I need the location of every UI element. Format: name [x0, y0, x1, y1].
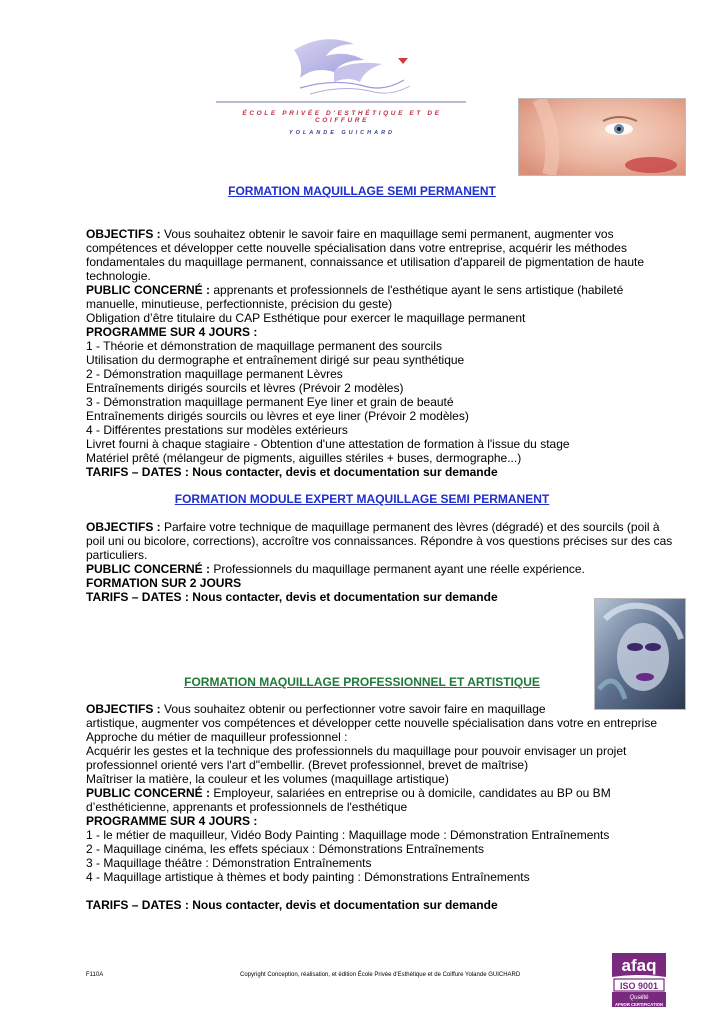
- public-label: PUBLIC CONCERNÉ :: [86, 786, 211, 800]
- objectives-text: Parfaire votre technique de maquillage permanent des lèvres (dégradé) et des sourcils (poil à poil uni ou bicolore, corrections), accroître vos connaissances. Répondre à vos questions précises sur des cas particuliers.: [86, 520, 673, 562]
- section1-title: FORMATION MAQUILLAGE SEMI PERMANENT: [228, 184, 496, 198]
- list-item: Livret fourni à chaque stagiaire - Obtention d'une attestation de formation à l'issue du stage: [86, 437, 570, 451]
- objectives-label: OBJECTIFS :: [86, 227, 161, 241]
- list-item: Entraînements dirigés sourcils ou lèvres et eye liner (Prévoir 2 modèles): [86, 409, 469, 423]
- section3-acquerir: Acquérir les gestes et la technique des professionnels du maquillage pour pouvoir envisager un projet professionnel orienté vers l'art d"embellir. (Brevet professionnel, brevet de maîtrise): [86, 744, 627, 772]
- section1-body: [86, 227, 674, 479]
- section1-tarifs: TARIFS – DATES : Nous contacter, devis et documentation sur demande: [86, 465, 498, 479]
- section1-objectives: [86, 227, 674, 283]
- objectives-label: OBJECTIFS :: [86, 520, 161, 534]
- section2-tarifs: TARIFS – DATES : Nous contacter, devis et documentation sur demande: [86, 590, 498, 604]
- objectives-text: Vous souhaitez obtenir ou perfectionner votre savoir faire en maquillage: [160, 702, 546, 716]
- face-photo: [518, 98, 686, 176]
- list-item: 4 - Maquillage artistique à thèmes et body painting : Démonstrations Entraînements: [86, 870, 530, 884]
- document-code: F110A: [86, 972, 104, 978]
- list-item: Matériel prêté (mélangeur de pigments, aiguilles stériles + buses, dermographe...): [86, 451, 522, 465]
- section3-approche: Approche du métier de maquilleur professionnel :: [86, 730, 348, 744]
- list-item: 1 - Théorie et démonstration de maquillage permanent des sourcils: [86, 339, 442, 353]
- afaq-iso: ISO 9001: [619, 981, 659, 991]
- afaq-certification-logo: [610, 951, 668, 1009]
- list-item: Utilisation du dermographe et entraînement dirigé sur peau synthétique: [86, 353, 465, 367]
- afaq-org: AFNOR CERTIFICATION: [614, 1002, 664, 1007]
- section3-objectives: [86, 702, 674, 716]
- section1-public: [86, 283, 674, 311]
- section3-maitriser: Maîtriser la matière, la couleur et les volumes (maquillage artistique): [86, 772, 449, 786]
- section2-formation: FORMATION SUR 2 JOURS: [86, 576, 242, 590]
- list-item: 3 - Démonstration maquillage permanent Eye liner et grain de beauté: [86, 395, 454, 409]
- section1-obligation: Obligation d’être titulaire du CAP Esthétique pour exercer le maquillage permanent: [86, 311, 526, 325]
- section3-public: [86, 786, 674, 814]
- list-item: Entraînements dirigés sourcils et lèvres (Prévoir 2 modèles): [86, 381, 404, 395]
- bird-emblem-icon: [214, 30, 470, 110]
- afaq-brand: afaq: [621, 956, 657, 975]
- section3-title: FORMATION MAQUILLAGE PROFESSIONNEL ET ARTISTIQUE: [184, 675, 540, 689]
- list-item: 2 - Maquillage cinéma, les effets spéciaux : Démonstrations Entraînements: [86, 842, 484, 856]
- artistic-makeup-photo: [594, 598, 686, 710]
- section2-objectives: [86, 520, 674, 562]
- list-item: 1 - le métier de maquilleur, Vidéo Body Painting : Maquillage mode : Démonstration Entraînements: [86, 828, 610, 842]
- section2-public: [86, 562, 674, 576]
- afaq-qualite: Qualité: [629, 995, 649, 1001]
- public-text: Employeur, salariées en entreprise ou à domicile, candidates au BP ou BM d’esthéticienne, apprenants et professionnels de l'esthétique: [86, 786, 611, 814]
- public-label: PUBLIC CONCERNÉ :: [86, 562, 211, 576]
- list-item: 4 - Différentes prestations sur modèles extérieurs: [86, 423, 348, 437]
- copyright-text: Copyright Conception, réalisation, et édition École Privée d'Esthétique et de Coiffure Yolande GUICHARD: [240, 972, 521, 978]
- section3-objectives-cont: artistique, augmenter vos compétences et développer cette nouvelle spécialisation dans votre en entreprise: [86, 716, 658, 730]
- list-item: 3 - Maquillage théâtre : Démonstration Entraînements: [86, 856, 372, 870]
- public-text: apprenants et professionnels de l'esthétique ayant le sens artistique (habileté manuelle, minutieuse, perfectionniste, précision du geste): [86, 283, 624, 311]
- objectives-label: OBJECTIFS :: [86, 702, 161, 716]
- section3-tarifs: TARIFS – DATES : Nous contacter, devis et documentation sur demande: [86, 898, 498, 912]
- section3-body: [86, 702, 674, 912]
- public-label: PUBLIC CONCERNÉ :: [86, 283, 211, 297]
- objectives-text: Vous souhaitez obtenir le savoir faire en maquillage semi permanent, augmenter vos compétences et développer cette nouvelle spécialisation dans votre entreprise, acquérir les méthodes fondamentales du maquillage permanent, connaissance et utilisation d'appareil de pigmentation de haute technologie.: [86, 227, 644, 283]
- school-subtitle: YOLANDE GUICHARD: [288, 130, 396, 136]
- section3-programme-label: PROGRAMME SUR 4 JOURS :: [86, 814, 258, 828]
- school-name: ÉCOLE PRIVÉE D'ESTHÉTIQUE ET DE COIFFURE: [242, 110, 442, 124]
- list-item: 2 - Démonstration maquillage permanent Lèvres: [86, 367, 343, 381]
- public-text: Professionnels du maquillage permanent ayant une réelle expérience.: [210, 562, 585, 576]
- spacer: [86, 884, 674, 898]
- section2-body: [86, 520, 674, 604]
- section1-programme-label: PROGRAMME SUR 4 JOURS :: [86, 325, 258, 339]
- section2-title: FORMATION MODULE EXPERT MAQUILLAGE SEMI PERMANENT: [174, 492, 550, 506]
